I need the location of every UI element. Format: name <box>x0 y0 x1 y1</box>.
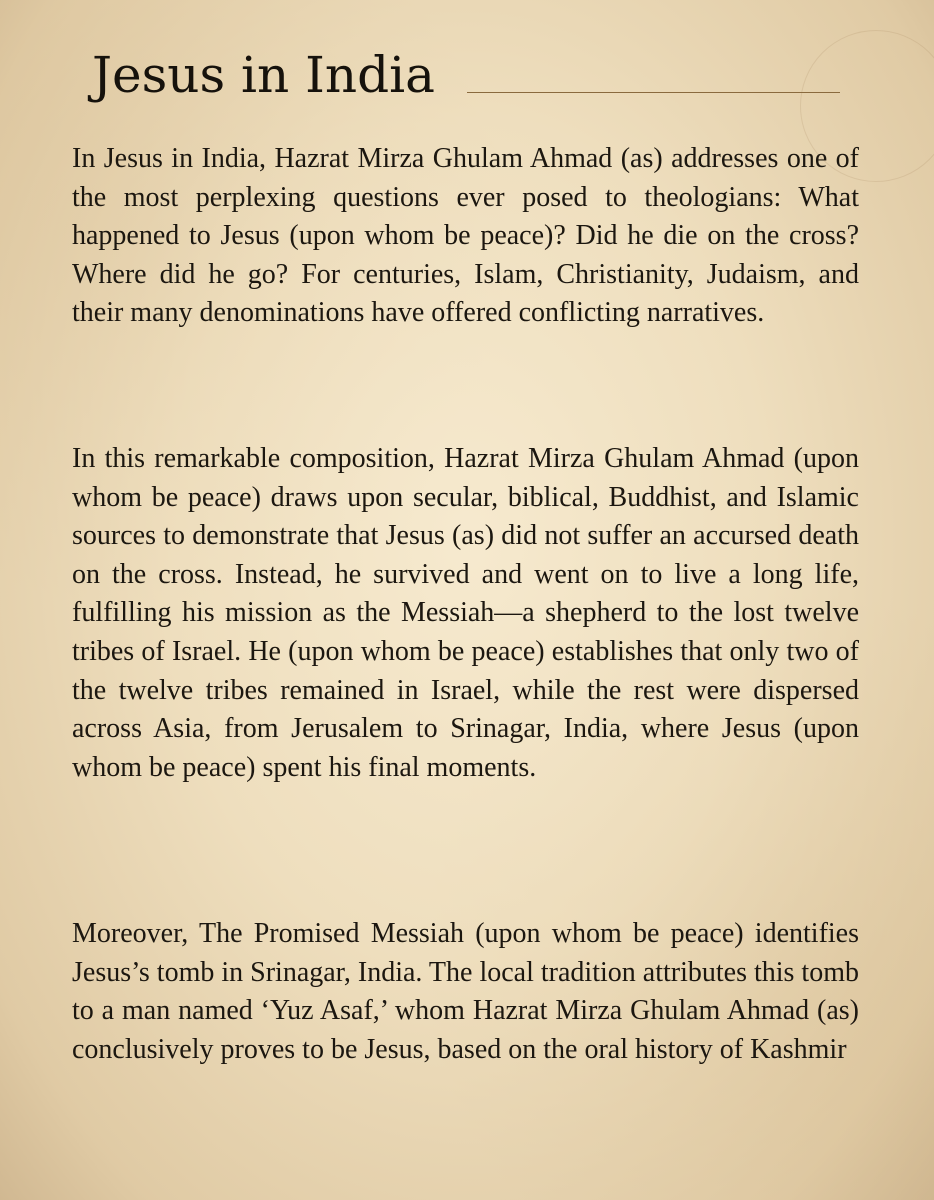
paragraph-composition: In this remarkable composition, Hazrat Mirza Ghulam Ahmad (upon whom be peace) draws upon secular, biblical, Buddhist, and Islamic sources to demonstrate that Jesus (as) did not suffer an accursed death on the cross. Instead, he survived and went on to live a long life, fulfilling his mission as the Messiah—a shepherd to the lost twelve tribes of Israel. He (upon whom be peace) establishes that only two of the twelve tribes remained in Israel, while the rest were dispersed across Asia, from Jerusalem to Srinagar, India, where Jesus (upon whom be peace) spent his final moments. <box>72 443 859 783</box>
page-title: Jesus in India <box>92 46 435 104</box>
paragraph-tomb: Moreover, The Promised Messiah (upon whom be peace) identifies Jesus’s tomb in Srinagar, India. The local tradition attributes this tomb to a man named ‘Yuz Asaf,’ whom Hazrat Mirza Ghulam Ahmad (as) conclusively proves to be Jesus, based on the oral history of Kashmir <box>72 918 859 1065</box>
paragraph-intro: In Jesus in India, Hazrat Mirza Ghulam Ahmad (as) addresses one of the most perplexing questions ever posed to theologians: What happened to Jesus (upon whom be peace)? Did he die on the cross? Where did he go? For centuries, Islam, Christianity, Judaism, and their many denominations have offered conflicting narratives. <box>72 143 859 329</box>
title-divider <box>467 92 840 93</box>
